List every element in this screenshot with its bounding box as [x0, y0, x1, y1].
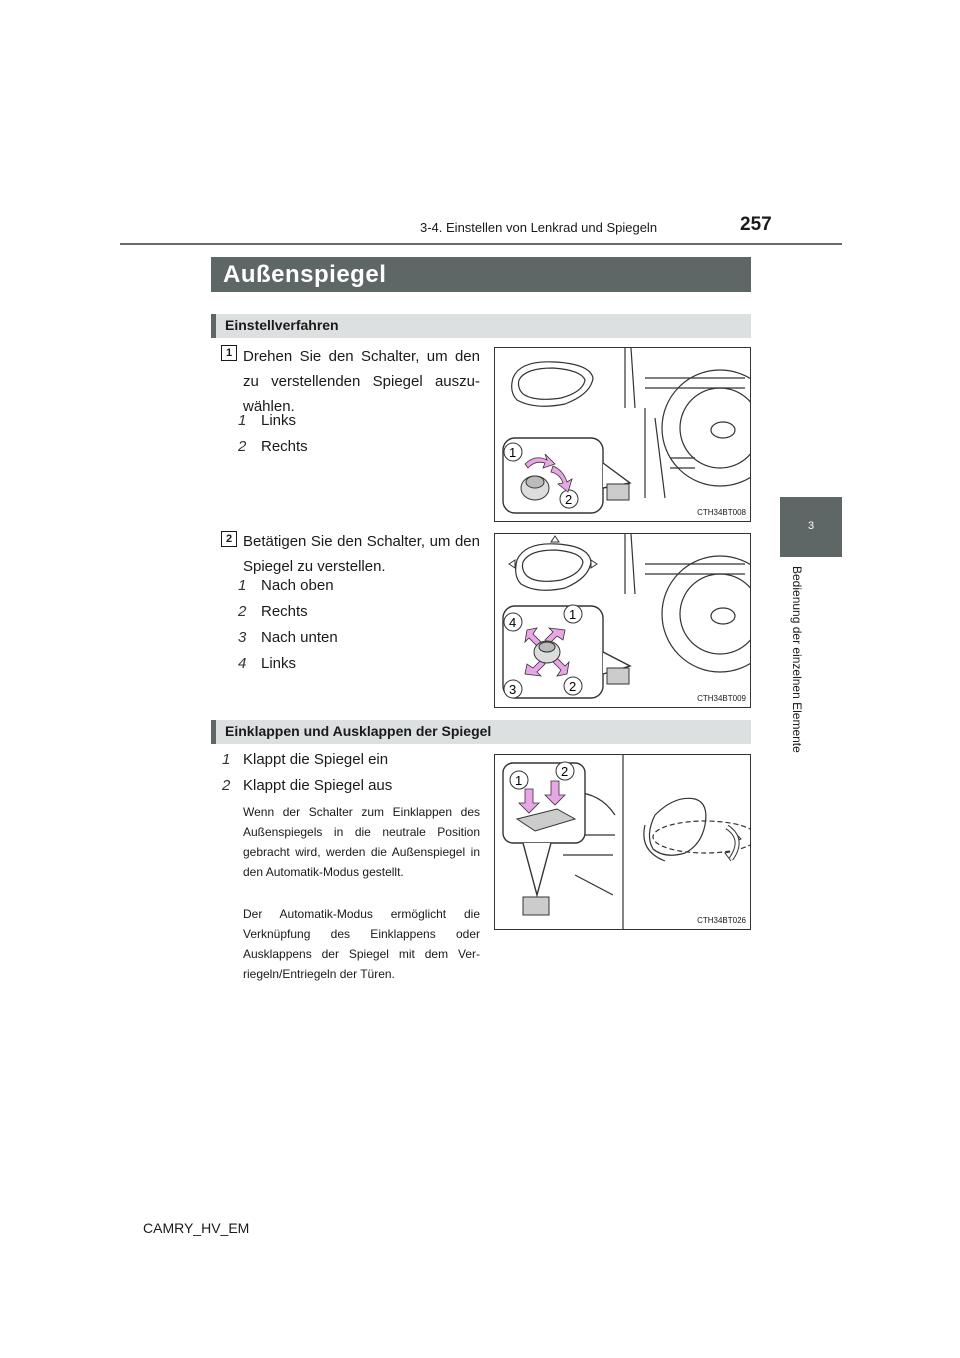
item-label: Rechts — [261, 438, 308, 455]
page-title-bar — [211, 257, 751, 292]
document-code: CAMRY_HV_EM — [143, 1220, 250, 1236]
item-number: 2 — [238, 438, 247, 455]
step-text: Drehen Sie den Schalter, um den zu verstellenden Spiegel auszu-wählen. — [243, 348, 480, 415]
item-label: Links — [261, 655, 297, 672]
svg-text:3: 3 — [509, 682, 517, 697]
item-number: 1 — [238, 412, 247, 429]
item-number: 1 — [238, 577, 247, 594]
figure-mirror-adjust — [494, 533, 751, 708]
note-text: Der Automatik-Modus ermöglicht die Verknüpfung des Einklappens oder Ausklappens der Spiegel mit dem Ver-riegeln/Entriegeln der Türen. — [243, 907, 480, 981]
mirror-adjust-illustration — [495, 534, 750, 707]
chapter-number: 3 — [807, 520, 815, 532]
item-label: Klappt die Spiegel ein — [243, 751, 389, 768]
svg-text:1: 1 — [569, 607, 577, 622]
item-label: Nach unten — [261, 629, 338, 646]
chapter-label-wrap — [790, 566, 806, 776]
chapter-label: Bedienung der einzelnen Elemente — [790, 566, 804, 753]
section-heading: Einklappen und Ausklappen der Spiegel — [225, 723, 492, 739]
figure-mirror-fold — [494, 754, 751, 930]
page-title: Außenspiegel — [223, 261, 387, 288]
svg-text:2: 2 — [561, 764, 569, 779]
mirror-fold-illustration — [495, 755, 750, 929]
item-label: Links — [261, 412, 297, 429]
page-number: 257 — [740, 214, 772, 235]
figure-mirror-select — [494, 347, 751, 522]
mirror-select-illustration — [495, 348, 750, 521]
note-text: Wenn der Schalter zum Einklappen des Außenspiegels in die neutrale Position gebracht wird, werden die Außenspiegel in den Automatik-Modus gestellt. — [243, 805, 480, 879]
figure-code: CTH34BT008 — [697, 508, 746, 517]
svg-text:2: 2 — [569, 679, 577, 694]
figure-code: CTH34BT009 — [697, 694, 746, 703]
section-heading-bar — [211, 720, 751, 744]
item-number: 1 — [222, 751, 231, 768]
svg-text:2: 2 — [565, 492, 573, 507]
figure-code: CTH34BT026 — [697, 916, 746, 925]
item-label: Nach oben — [261, 577, 334, 594]
item-label: Klappt die Spiegel aus — [243, 777, 393, 794]
svg-text:1: 1 — [509, 445, 517, 460]
step-text: Betätigen Sie den Schalter, um den Spiegel zu verstellen. — [243, 533, 480, 575]
item-number: 2 — [238, 603, 247, 620]
step-marker: 1 — [221, 345, 237, 361]
section-heading-bar — [211, 314, 751, 338]
item-number: 3 — [238, 629, 247, 646]
item-number: 2 — [222, 777, 231, 794]
header-rule — [120, 243, 842, 245]
running-header: 3-4. Einstellen von Lenkrad und Spiegeln — [420, 220, 658, 235]
item-label: Rechts — [261, 603, 308, 620]
svg-text:4: 4 — [509, 615, 517, 630]
item-number: 4 — [238, 655, 247, 672]
step-marker: 2 — [221, 531, 237, 547]
svg-text:1: 1 — [515, 773, 523, 788]
section-heading: Einstellverfahren — [225, 317, 339, 333]
